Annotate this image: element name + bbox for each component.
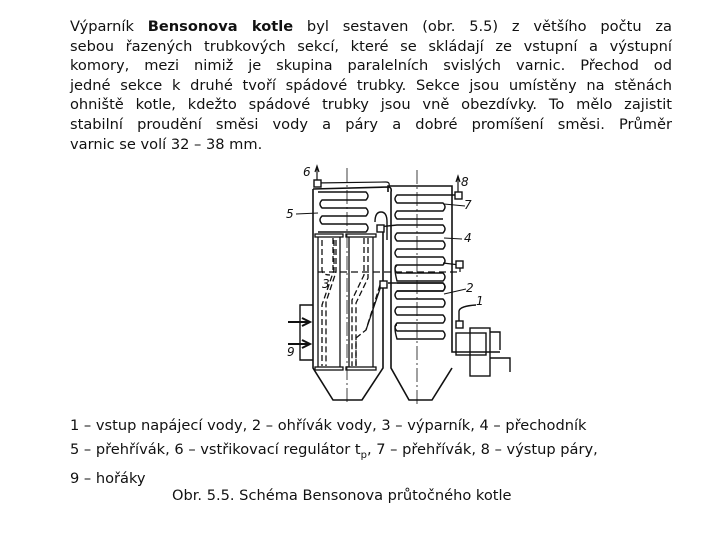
label-9: 9	[287, 345, 295, 359]
paragraph-line: sebou řazených trubkových sekcí, které se skládají ze vstupní a výstupní	[70, 37, 672, 55]
label-7: 7	[464, 198, 472, 212]
figure-caption: Obr. 5.5. Schéma Bensonova průtočného kotle	[172, 487, 512, 504]
paragraph-line: ohniště kotle, kdežto spádové trubky jsou vně obezdívky. To mělo zajistit	[70, 96, 672, 114]
paragraph-line: jedné sekce k druhé tvoří spádové trubky. Sekce jsou umístěny na stěnách	[70, 76, 672, 94]
label-3: 3	[322, 277, 330, 291]
figure-legend	[70, 414, 680, 490]
furnace-wall-right	[388, 186, 500, 400]
label-8: 8	[461, 175, 469, 189]
outlet-arrow-icon	[315, 166, 319, 180]
label-1: 1	[476, 294, 484, 308]
arrow-icon	[288, 318, 310, 326]
label-5: 5	[286, 207, 294, 221]
legend-line	[70, 438, 680, 467]
text: byl sestaven (obr. 5.5) z většího počtu za	[293, 18, 672, 35]
subscript: p	[360, 449, 367, 461]
legend-line: 1 – vstup napájecí vody, 2 – ohřívák vody, 3 – výparník, 4 – přechodník	[70, 417, 587, 434]
superheater-coil-left	[318, 192, 368, 232]
economizer-coil	[395, 283, 445, 339]
text: Výparník	[70, 18, 148, 35]
label-6: 6	[303, 165, 311, 179]
paragraph-line: stabilní proudění směsi vody a páry a dobré promíšení směsi. Průměr	[70, 115, 672, 133]
paragraph-line: varnic se volí 32 – 38 mm.	[70, 135, 263, 153]
evaporator-tubes	[315, 234, 380, 370]
burner-left	[300, 305, 313, 360]
text: , 7 – přehřívák, 8 – výstup páry,	[366, 440, 598, 458]
furnace-wall-left	[313, 187, 391, 400]
legend-line: 9 – hořáky	[70, 469, 146, 487]
text: 5 – přehřívák, 6 – vstřikovací regulátor t	[70, 440, 361, 458]
bold-term: Bensonova kotle	[147, 18, 294, 35]
feedwater-inlet	[459, 305, 476, 321]
paragraph-line: komory, mezi nimiž je skupina paralelních svislých varnic. Přechod od	[70, 57, 672, 75]
outlet-arrow-icon	[456, 176, 460, 192]
label-4: 4	[464, 231, 472, 245]
label-2: 2	[466, 281, 474, 295]
steam-pipe	[315, 182, 389, 186]
